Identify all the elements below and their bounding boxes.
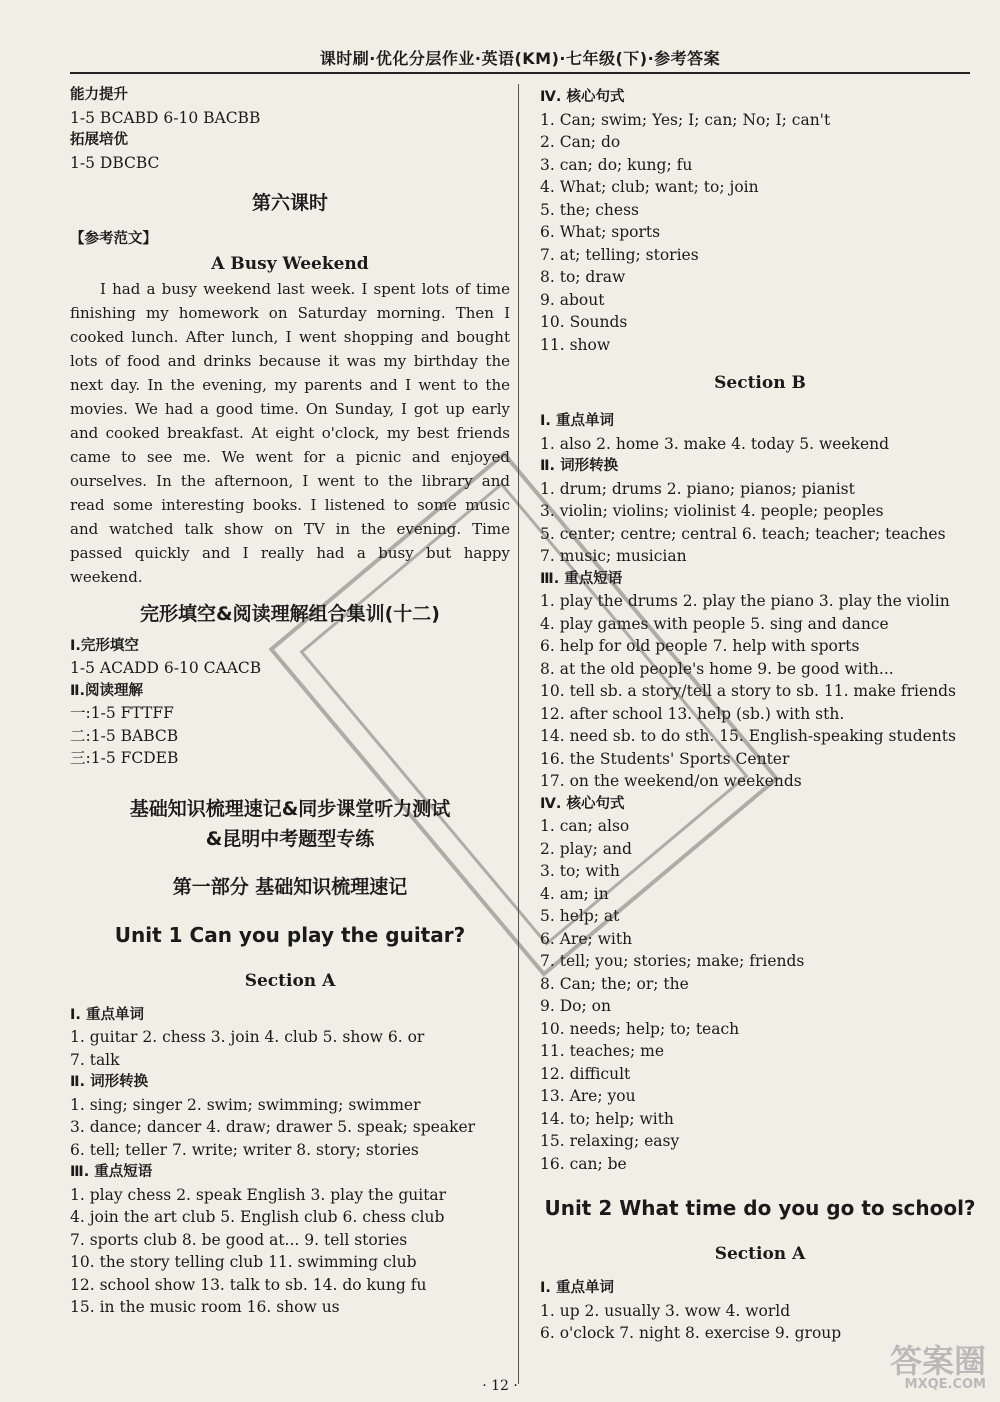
left-column — [70, 84, 510, 1319]
answer-line: 3. can; do; kung; fu — [540, 155, 693, 174]
answer-line: 2. Can; do — [540, 133, 621, 151]
subsection-title: Section A — [244, 970, 336, 991]
answer-line: 7. at; telling; stories — [540, 245, 699, 264]
answer-line: 8. to; draw — [540, 268, 626, 286]
answer-line: 5. help; at — [540, 907, 620, 925]
answer-line: 1. Can; swim; Yes; I; can; No; I; can't — [540, 110, 831, 129]
answer-line: 4. What; club; want; to; join — [540, 178, 759, 196]
subsection-title: Section A — [714, 1244, 806, 1264]
lesson-title: 完形填空&阅读理解组合集训(十二) — [140, 602, 440, 625]
subsection-title: Section B — [714, 373, 806, 393]
spacer — [70, 950, 510, 968]
answer-line: 4. am; in — [540, 884, 609, 903]
spacer — [540, 356, 980, 370]
answer-line: 3. violin; violins; violinist 4. people; peoples — [540, 502, 884, 520]
answer-line: 9. about — [540, 290, 605, 309]
answer-line: 7. sports club 8. be good at... 9. tell stories — [70, 1230, 408, 1249]
spacer — [70, 770, 510, 794]
section-heading: Ⅲ. 重点短语 — [540, 570, 623, 587]
answer-line: 1. guitar 2. chess 3. join 4. club 5. show 6. or — [70, 1028, 425, 1046]
answer-line: 10. tell sb. a story/tell a story to sb. 11. make friends — [540, 682, 957, 700]
section-heading: 能力提升 — [70, 87, 128, 103]
answer-line: 1. also 2. home 3. make 4. today 5. weekend — [540, 434, 890, 453]
spacer — [540, 1175, 980, 1193]
answer-line: 5. center; centre; central 6. teach; teacher; teaches — [540, 524, 946, 543]
model-essay-paragraph: I had a busy weekend last week. I spent lots of time finishing my homework on Saturday morning. Then I cooked lunch. After lunch, I went shopping and bought lots of food and drinks because it was my birthday the next day. In the evening, my parents and I went to the movies. We had a good time. On Sunday, I got up early and cooked breakfast. At eight o'clock, my best friends came to see me. We went for a picnic and enjoyed ourselves. In the afternoon, I went to the library and read some interesting books. I listened to some music and watched talk show on TV in the evening. Time passed quickly and I really had a busy but happy weekend. — [70, 279, 510, 586]
watermark-text: 答案圈 — [889, 1342, 986, 1380]
unit-title: Unit 2 What time do you go to school? — [544, 1196, 976, 1220]
spacer — [70, 902, 510, 920]
section-heading: Ⅲ. 重点短语 — [70, 1164, 153, 1180]
answer-line: 6. help for old people 7. help with sports — [540, 637, 860, 655]
spacer — [70, 174, 510, 188]
answer-line: 3. to; with — [540, 862, 620, 880]
section-heading: Ⅱ. 词形转换 — [540, 458, 619, 474]
answer-line: 7. tell; you; stories; make; friends — [540, 952, 805, 970]
answer-line: 12. school show 13. talk to sb. 14. do kung fu — [70, 1275, 427, 1294]
lesson-title: 第六课时 — [251, 192, 328, 214]
answer-line: 5. the; chess — [540, 200, 639, 219]
section-heading: Ⅱ.阅读理解 — [70, 682, 144, 699]
answer-line: 1. drum; drums 2. piano; pianos; pianist — [540, 479, 855, 498]
answer-line: 11. teaches; me — [540, 1042, 665, 1060]
lesson-title: 第一部分 基础知识梳理速记 — [172, 875, 408, 898]
spacer — [540, 1267, 980, 1277]
answer-line: 6. What; sports — [540, 223, 661, 241]
watermark-logo — [889, 1342, 986, 1392]
section-heading: Ⅱ. 词形转换 — [70, 1074, 149, 1090]
spacer — [70, 589, 510, 599]
answer-line: 4. join the art club 5. English club 6. chess club — [70, 1208, 445, 1226]
answer-line: 15. relaxing; easy — [540, 1132, 680, 1150]
answer-line: 1. up 2. usually 3. wow 4. world — [540, 1301, 791, 1320]
answer-line: 16. can; be — [540, 1154, 627, 1173]
answer-line: 二:1-5 BABCB — [70, 726, 179, 745]
answer-line: 2. play; and — [540, 839, 632, 858]
spacer — [70, 994, 510, 1004]
answer-line: 10. the story telling club 11. swimming club — [70, 1253, 417, 1271]
answer-line: 9. Do; on — [540, 997, 611, 1015]
answer-line: 1-5 DBCBC — [70, 153, 160, 172]
answer-line: 1. play the drums 2. play the piano 3. play the violin — [540, 592, 950, 610]
answer-line: 1-5 BCABD 6-10 BACBB — [70, 108, 261, 127]
answer-line: 1. sing; singer 2. swim; swimming; swimmer — [70, 1095, 421, 1114]
answer-line: 12. after school 13. help (sb.) with sth. — [540, 704, 845, 723]
header-rule — [70, 72, 970, 74]
watermark-url: MXQE.COM — [904, 1377, 986, 1392]
answer-line: 一:1-5 FTTFF — [70, 704, 174, 722]
answer-line: 8. at the old people's home 9. be good with... — [540, 659, 894, 678]
answer-line: 13. Are; you — [540, 1087, 636, 1105]
section-heading: Ⅰ. 重点单词 — [540, 413, 614, 429]
section-heading: Ⅳ. 核心句式 — [540, 89, 625, 105]
section-heading: Ⅰ.完形填空 — [70, 637, 139, 654]
section-heading: Ⅰ. 重点单词 — [540, 1280, 614, 1296]
answer-line: 4. play games with people 5. sing and dance — [540, 614, 889, 633]
section-heading: Ⅰ. 重点单词 — [70, 1006, 144, 1023]
page-header: 课时刷·优化分层作业·英语(KM)·七年级(下)·参考答案 — [319, 49, 721, 68]
lesson-title: 基础知识梳理速记&同步课堂听力测试 — [129, 797, 451, 820]
page-number: · 12 · — [482, 1378, 518, 1394]
answer-line: 14. need sb. to do sth. 15. English-speaking students — [540, 727, 956, 745]
answer-line: 17. on the weekend/on weekends — [540, 772, 802, 790]
right-column — [540, 86, 980, 1345]
answer-line: 7. music; musician — [540, 547, 687, 565]
answer-line: 6. tell; teller 7. write; writer 8. story; stories — [70, 1140, 419, 1159]
answer-line: 11. show — [540, 335, 611, 354]
spacer — [540, 1223, 980, 1241]
answer-line: 10. Sounds — [540, 313, 628, 331]
answer-line: 6. Are; with — [540, 929, 633, 948]
spacer — [70, 854, 510, 872]
answer-line: 7. talk — [70, 1050, 120, 1069]
unit-title: Unit 1 Can you play the guitar? — [114, 922, 466, 947]
section-heading: 拓展培优 — [70, 132, 128, 148]
answer-line: 15. in the music room 16. show us — [70, 1298, 340, 1316]
answer-line: 1-5 ACADD 6-10 CAACB — [70, 659, 262, 677]
spacer — [540, 396, 980, 410]
answer-line: 8. Can; the; or; the — [540, 974, 689, 993]
answer-line: 14. to; help; with — [540, 1109, 674, 1128]
spacer — [70, 218, 510, 228]
answer-line: 16. the Students' Sports Center — [540, 749, 790, 768]
lesson-title: &昆明中考题型专练 — [205, 827, 375, 850]
subsection-title: A Busy Weekend — [211, 253, 369, 274]
column-divider — [518, 84, 519, 1384]
answer-line: 6. o'clock 7. night 8. exercise 9. group — [540, 1324, 842, 1342]
answer-line: 10. needs; help; to; teach — [540, 1019, 740, 1038]
answer-line: 1. can; also — [540, 817, 630, 835]
answer-line: 3. dance; dancer 4. draw; drawer 5. speak; speaker — [70, 1118, 476, 1136]
answer-line: 1. play chess 2. speak English 3. play the guitar — [70, 1185, 447, 1204]
answer-line: 三:1-5 FCDEB — [70, 749, 179, 767]
section-heading: 【参考范文】 — [70, 231, 157, 247]
answer-line: 12. difficult — [540, 1064, 631, 1083]
section-heading: Ⅳ. 核心句式 — [540, 795, 625, 812]
